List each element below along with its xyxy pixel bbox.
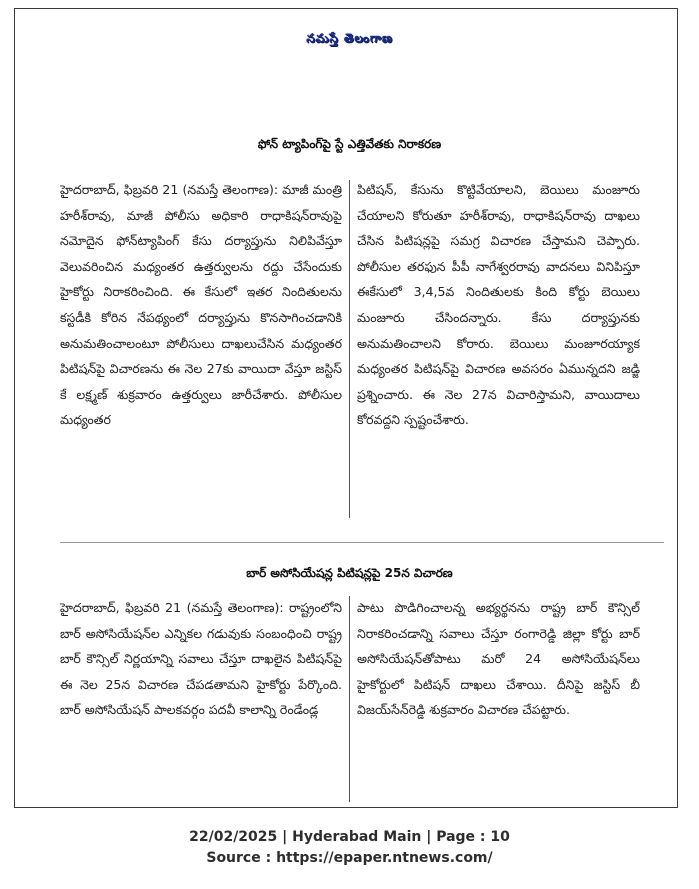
footer-source: Source : https://epaper.ntnews.com/ <box>206 850 493 866</box>
article-1-headline: ఫోన్‌ ట్యాపింగ్‌పై స్టే ఎత్తివేతకు నిరాకరణ <box>257 137 442 151</box>
article-2-column-right <box>357 595 640 805</box>
column-divider <box>349 180 350 518</box>
article-separator <box>60 542 664 543</box>
article-1-text-left: హైదరాబాద్‌, ఫిబ్రవరి 21 (నమస్తే తెలంగాణ): మాజీ మంత్రి హరీశ్‌రావు, మాజీ పోలీసు అధికారి రాధాకిషన్‌రావుపై నమోదైన ఫోన్‌ట్యాపింగ్‌ కేసు దర్యాప్తును నిలిపివేస్తూ వెలువరించిన మధ్యంతర ఉత్తర్వులను రద్దు చేసేందుకు హైకోర్టు నిరాకరించింది. ఈ కేసులో ఇతర నిందితులను కస్టడీకి కోరిన నేపథ్యంలో దర్యాప్తును కొనసాగించడానికి అనుమతించాలంటూ పోలీసులు దాఖలుచేసిన మధ్యంతర పిటిషన్‌పై విచారణను ఈ నెల 27కు వాయిదా వేస్తూ జస్టిస్‌ కే లక్ష్మణ్‌ శుక్రవారం ఉత్తర్వులు జారీచేశారు. పోలీసుల మధ్యంతర <box>60 182 342 428</box>
newspaper-masthead: నమస్తే తెలంగాణ <box>306 31 393 45</box>
article-2-headline: బార్‌ అసోసియేషన్ల పిటిషన్లపై 25న విచారణ <box>246 566 453 580</box>
article-1-text-right: పిటిషన్‌, కేసును కొట్టివేయాలని, బెయిలు మంజూరు చేయాలని కోరుతూ హరీశ్‌రావు, రాధాకిషన్‌రావు దాఖలు చేసిన పిటిషన్లపై సమగ్ర విచారణ చేస్తామని చెప్పారు. పోలీసుల తరఫున పీపీ నాగేశ్వరరావు వాదనలు వినిపిస్తూ ఈకేసులో 3,4,5వ నిందితులకు కింది కోర్టు బెయిలు మంజూరు చేసిందన్నారు. కేసు దర్యాప్తునకు అనుమతించాలని కోరారు. బెయిలు మంజూరయ్యాక మధ్యంతర పిటిషన్‌పై విచారణ అవసరం ఏమున్నదని జడ్జి ప్రశ్నించారు. ఈ నెల 27న విచారిస్తామని, వాయిదాలు కోరవద్దని స్పష్టంచేశారు. <box>357 182 640 428</box>
article-1-column-left <box>60 177 342 513</box>
article-2-column-left <box>60 595 342 805</box>
column-divider <box>349 596 350 802</box>
article-2-text-right: పాటు పొడిగించాలన్న అభ్యర్థనను రాష్ట్ర బార్‌ కౌన్సిల్‌ నిరాకరించడాన్ని సవాలు చేస్తూ రంగారెడ్డి జిల్లా కోర్టు బార్‌ అసోసియేషన్‌తోపాటు మరో 24 అసోసియేషన్‌లు హైకోర్టులో పిటిషన్‌ దాఖలు చేశాయి. దీనిపై జస్టిస్‌ బీ విజయ్‌సేన్‌రెడ్డి శుక్రవారం విచారణ చేపట్టారు. <box>357 600 640 718</box>
article-2-text-left: హైదరాబాద్‌, ఫిబ్రవరి 21 (నమస్తే తెలంగాణ): రాష్ట్రంలోని బార్‌ అసోసియేషన్‌ల ఎన్నికల గడువుకు సంబంధించి రాష్ట్ర బార్‌ కౌన్సిల్‌ నిర్ణయాన్ని సవాలు చేస్తూ దాఖలైన పిటిషన్‌పై ఈ నెల 25న విచారణ చేపడతామని హైకోర్టు పేర్కొంది. బార్‌ అసోసియేషన్‌ పాలకవర్గం పదవీ కాలాన్ని రెండేండ్ల <box>60 600 342 718</box>
footer-date-edition: 22/02/2025 | Hyderabad Main | Page : 10 <box>189 829 510 845</box>
article-1-column-right <box>357 177 640 513</box>
